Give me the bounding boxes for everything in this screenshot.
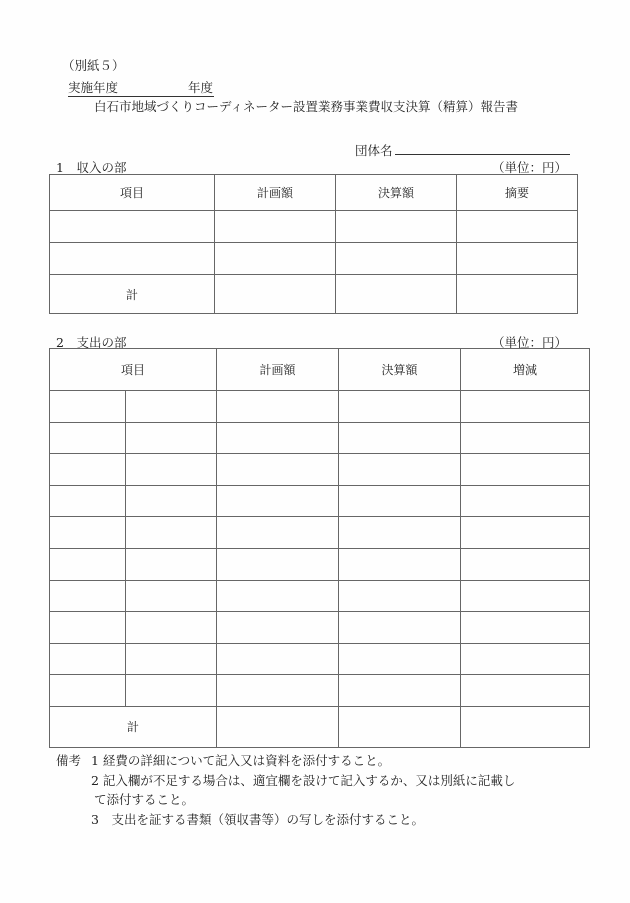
page-title: 白石市地域づくりコーディネーター設置業務事業費収支決算（精算）報告書: [94, 99, 519, 114]
expense-cell[interactable]: [217, 391, 339, 423]
expense-cell[interactable]: [50, 643, 126, 675]
expense-cell[interactable]: [126, 580, 217, 612]
expense-cell[interactable]: [50, 580, 126, 612]
table-row: [50, 485, 590, 517]
expense-cell[interactable]: [126, 548, 217, 580]
expense-total-cell[interactable]: [339, 706, 461, 747]
income-total-cell[interactable]: [457, 275, 578, 314]
note-item-2: 2 記入欄が不足する場合は、適宜欄を設けて記入するか、又は別紙に記載し: [91, 773, 516, 788]
expense-cell[interactable]: [339, 454, 461, 486]
table-row: [50, 211, 578, 243]
expense-cell[interactable]: [339, 517, 461, 549]
expense-cell[interactable]: [217, 580, 339, 612]
expense-cell[interactable]: [339, 580, 461, 612]
income-cell[interactable]: [457, 211, 578, 243]
expense-cell[interactable]: [339, 422, 461, 454]
income-header-row: [50, 175, 578, 211]
income-col-actual: 決算額: [336, 175, 457, 211]
table-row: [50, 643, 590, 675]
income-total-label: 計: [50, 275, 215, 314]
expense-total-cell[interactable]: [217, 706, 339, 747]
expense-col-planned: 計画額: [217, 349, 339, 391]
expense-cell[interactable]: [217, 454, 339, 486]
expense-cell[interactable]: [126, 612, 217, 644]
expense-section-title: 2 支出の部: [56, 335, 127, 350]
expense-cell[interactable]: [126, 675, 217, 707]
org-name-label: 団体名: [355, 143, 393, 158]
expense-unit-label: （単位：円）: [492, 335, 568, 350]
expense-col-actual: 決算額: [339, 349, 461, 391]
expense-cell[interactable]: [461, 643, 590, 675]
expense-cell[interactable]: [126, 517, 217, 549]
expense-cell[interactable]: [461, 422, 590, 454]
table-row: [50, 612, 590, 644]
table-row: [50, 517, 590, 549]
attachment-label: （別紙５）: [62, 58, 125, 73]
income-cell[interactable]: [457, 243, 578, 275]
income-cell[interactable]: [215, 243, 336, 275]
expense-cell[interactable]: [461, 612, 590, 644]
table-row: [50, 391, 590, 423]
income-cell[interactable]: [50, 211, 215, 243]
expense-cell[interactable]: [50, 548, 126, 580]
expense-cell[interactable]: [339, 612, 461, 644]
income-col-remarks: 摘要: [457, 175, 578, 211]
income-table: [49, 174, 578, 314]
table-row: [50, 243, 578, 275]
note-item-1: 1 経費の詳細について記入又は資料を添付すること。: [91, 753, 391, 768]
expense-cell[interactable]: [339, 391, 461, 423]
expense-cell[interactable]: [461, 454, 590, 486]
expense-cell[interactable]: [339, 675, 461, 707]
income-col-item: 項目: [50, 175, 215, 211]
expense-cell[interactable]: [461, 675, 590, 707]
expense-col-change: 増減: [461, 349, 590, 391]
income-total-cell[interactable]: [336, 275, 457, 314]
table-row: [50, 422, 590, 454]
expense-cell[interactable]: [50, 422, 126, 454]
expense-col-item: 項目: [50, 349, 217, 391]
expense-cell[interactable]: [217, 517, 339, 549]
expense-cell[interactable]: [339, 548, 461, 580]
expense-cell[interactable]: [217, 675, 339, 707]
income-unit-label: （単位：円）: [492, 160, 568, 175]
notes-label: 備考: [56, 753, 82, 768]
expense-cell[interactable]: [217, 485, 339, 517]
expense-header-row: [50, 349, 590, 391]
expense-cell[interactable]: [50, 391, 126, 423]
expense-cell[interactable]: [217, 548, 339, 580]
fiscal-year-suffix: 年度: [188, 80, 214, 95]
expense-cell[interactable]: [217, 643, 339, 675]
expense-cell[interactable]: [126, 422, 217, 454]
expense-cell[interactable]: [461, 548, 590, 580]
income-cell[interactable]: [336, 243, 457, 275]
fiscal-year-field[interactable]: [68, 78, 214, 97]
table-row: [50, 548, 590, 580]
org-name-input[interactable]: [395, 140, 570, 155]
expense-cell[interactable]: [461, 391, 590, 423]
table-row: [50, 580, 590, 612]
expense-cell[interactable]: [126, 454, 217, 486]
expense-cell[interactable]: [339, 485, 461, 517]
fiscal-year-label: 実施年度: [68, 80, 119, 95]
expense-cell[interactable]: [126, 391, 217, 423]
expense-table: [49, 348, 590, 748]
expense-cell[interactable]: [217, 422, 339, 454]
expense-cell[interactable]: [50, 675, 126, 707]
expense-total-row: [50, 706, 590, 747]
income-section-title: 1 収入の部: [56, 160, 127, 175]
expense-cell[interactable]: [50, 612, 126, 644]
table-row: [50, 454, 590, 486]
expense-total-cell[interactable]: [461, 706, 590, 747]
income-cell[interactable]: [215, 211, 336, 243]
income-cell[interactable]: [336, 211, 457, 243]
expense-cell[interactable]: [126, 643, 217, 675]
income-total-cell[interactable]: [215, 275, 336, 314]
expense-cell[interactable]: [50, 485, 126, 517]
expense-cell[interactable]: [50, 517, 126, 549]
note-item-3: 3 支出を証する書類（領収書等）の写しを添付すること。: [91, 812, 424, 827]
income-cell[interactable]: [50, 243, 215, 275]
table-row: [50, 675, 590, 707]
expense-cell[interactable]: [126, 485, 217, 517]
note-item-2-cont: て添付すること。: [94, 792, 195, 807]
income-total-row: [50, 275, 578, 314]
expense-cell[interactable]: [461, 517, 590, 549]
expense-total-label: 計: [50, 706, 217, 747]
expense-cell[interactable]: [50, 454, 126, 486]
expense-cell[interactable]: [339, 643, 461, 675]
expense-cell[interactable]: [461, 580, 590, 612]
expense-cell[interactable]: [217, 612, 339, 644]
income-col-planned: 計画額: [215, 175, 336, 211]
expense-cell[interactable]: [461, 485, 590, 517]
